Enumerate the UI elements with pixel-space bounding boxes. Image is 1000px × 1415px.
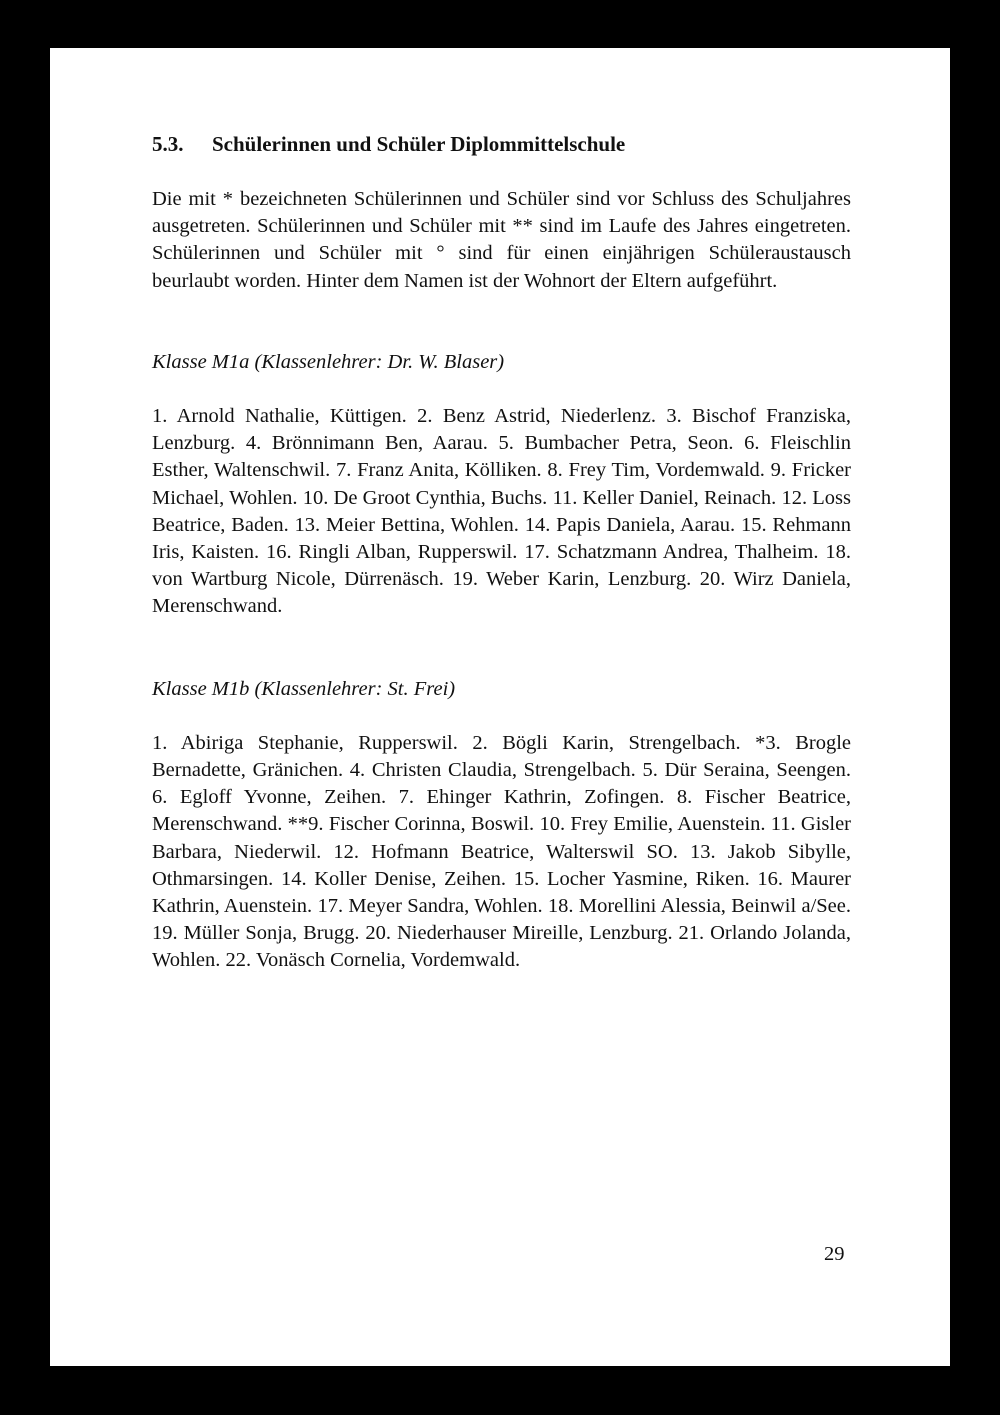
class-m1b-student-list: 1. Abiriga Stephanie, Rupperswil. 2. Bögli Karin, Strengelbach. *3. Brogle Bernadette, Gränichen. 4. Christen Claudia, Strengelbach. 5. Dür Seraina, Seengen. 6. Egloff Yvonne, Zeihen. 7. Ehinger Kathrin, Zofingen. 8. Fischer Beatrice, Merenschwand. **9. Fischer Corinna, Boswil. 10. Frey Emilie, Auenstein. 11. Gisler Barbara, Niederwil. 12. Hofmann Beatrice, Walterswil SO. 13. Jakob Sibylle, Othmarsingen. 14. Koller Denise, Zeihen. 15. Locher Yasmine, Riken. 16. Maurer Kathrin, Auenstein. 17. Meyer Sandra, Wohlen. 18. Morellini Alessia, Beinwil a/See. 19. Müller Sonja, Brugg. 20. Niederhauser Mireille, Lenzburg. 21. Orlando Jolanda, Wohlen. 22. Vonäsch Cornelia, Vordemwald. — [152, 731, 851, 972]
document-page — [50, 48, 950, 1366]
page-number: 29 — [824, 1243, 845, 1265]
class-m1a-title: Klasse M1a (Klassenlehrer: Dr. W. Blaser) — [152, 350, 505, 373]
class-m1b-title: Klasse M1b (Klassenlehrer: St. Frei) — [152, 677, 456, 700]
class-m1a-student-list: 1. Arnold Nathalie, Küttigen. 2. Benz Astrid, Niederlenz. 3. Bischof Franziska, Lenzburg. 4. Brönnimann Ben, Aarau. 5. Bumbacher Petra, Seon. 6. Fleischlin Esther, Waltenschwil. 7. Franz Anita, Kölliken. 8. Frey Tim, Vordemwald. 9. Fricker Michael, Wohlen. 10. De Groot Cynthia, Buchs. 11. Keller Daniel, Reinach. 12. Loss Beatrice, Baden. 13. Meier Bettina, Wohlen. 14. Papis Daniela, Aarau. 15. Rehmann Iris, Kaisten. 16. Ringli Alban, Rupperswil. 17. Schatzmann Andrea, Thalheim. 18. von Wartburg Nicole, Dürrenäsch. 19. Weber Karin, Lenzburg. 20. Wirz Daniela, Merenschwand. — [152, 405, 851, 618]
section-number: 5.3. — [152, 132, 184, 156]
page-content — [152, 130, 851, 975]
intro-paragraph: Die mit * bezeichneten Schülerinnen und Schüler sind vor Schluss des Schuljahres ausgetreten. Schülerinnen und Schüler mit ** sind im Laufe des Jahres eingetreten. Schülerinnen und Schüler mit ° sind für einen einjährigen Schüleraustausch beurlaubt worden. Hinter dem Namen ist der Wohnort der Eltern aufgeführt. — [152, 188, 851, 292]
section-heading — [152, 130, 851, 158]
section-title: Schülerinnen und Schüler Diplommittelschule — [212, 132, 626, 156]
